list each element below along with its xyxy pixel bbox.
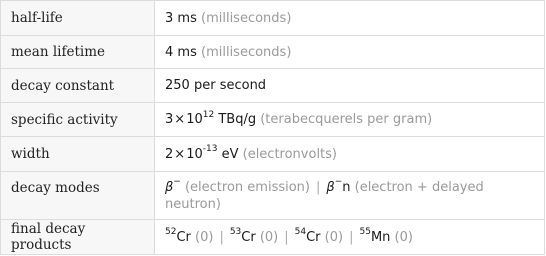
decay-constant-number: 250 xyxy=(165,78,190,93)
row-half-life xyxy=(1,1,545,36)
row-specific-activity xyxy=(1,103,545,137)
width-unit: eV xyxy=(221,146,239,162)
mean-lifetime-unit-desc: (milliseconds) xyxy=(201,44,292,60)
product-separator: | xyxy=(284,229,289,245)
value-half-life xyxy=(155,1,545,36)
specific-activity-mantissa: 3 xyxy=(165,112,174,127)
product-mass: 53 xyxy=(229,227,242,238)
decay-mode-separator: | xyxy=(316,179,321,195)
product-mass: 55 xyxy=(359,227,371,238)
width-exponent: -13 xyxy=(202,144,218,155)
product-element: Cr xyxy=(306,229,321,245)
decay-mode-1-desc: (electron emission) xyxy=(184,179,310,195)
product-separator: | xyxy=(349,229,354,245)
row-final-decay-products xyxy=(1,220,545,255)
product-item xyxy=(165,227,214,245)
product-element: Cr xyxy=(241,229,256,245)
product-mass: 52 xyxy=(165,227,177,238)
product-element: Cr xyxy=(176,229,191,245)
beta-symbol-1: β xyxy=(165,179,174,195)
width-times: × xyxy=(174,146,186,162)
product-amount: (0) xyxy=(324,229,344,245)
specific-activity-times: × xyxy=(174,112,186,127)
width-unit-desc: (electronvolts) xyxy=(242,146,338,162)
product-item xyxy=(229,227,279,245)
product-item xyxy=(294,227,344,245)
value-final-decay-products xyxy=(155,220,545,255)
label-specific-activity: specific activity xyxy=(1,103,155,137)
specific-activity-unit: TBq/g xyxy=(218,112,257,127)
row-mean-lifetime xyxy=(1,36,545,69)
half-life-unit-desc: (milliseconds) xyxy=(201,10,292,26)
label-width: width xyxy=(1,137,155,172)
product-amount: (0) xyxy=(195,229,214,245)
beta-sup-2: − xyxy=(334,177,343,188)
product-element: Mn xyxy=(370,229,391,245)
label-half-life: half-life xyxy=(1,1,155,36)
product-amount: (0) xyxy=(259,229,279,245)
value-specific-activity xyxy=(155,103,545,137)
value-mean-lifetime xyxy=(155,36,545,69)
row-decay-constant xyxy=(1,69,545,103)
value-decay-constant xyxy=(155,69,545,103)
beta-sup-1: − xyxy=(173,177,181,188)
half-life-number: 3 xyxy=(165,10,174,26)
label-mean-lifetime: mean lifetime xyxy=(1,36,155,69)
row-decay-modes xyxy=(1,172,545,220)
specific-activity-exponent: 12 xyxy=(202,109,215,120)
specific-activity-base: 10 xyxy=(186,112,203,127)
decay-mode-1 xyxy=(165,177,310,195)
width-mantissa: 2 xyxy=(165,146,174,162)
row-width xyxy=(1,137,545,172)
beta-symbol-2: β xyxy=(326,179,335,195)
half-life-unit: ms xyxy=(177,10,197,26)
decay-mode-2-desc: (electron + delayed neutron) xyxy=(165,179,484,212)
product-amount: (0) xyxy=(394,229,413,245)
label-decay-modes: decay modes xyxy=(1,172,155,220)
mean-lifetime-number: 4 xyxy=(165,44,174,60)
value-decay-modes xyxy=(155,172,545,220)
value-width xyxy=(155,137,545,172)
specific-activity-unit-desc: (terabecquerels per gram) xyxy=(260,112,433,127)
mean-lifetime-unit: ms xyxy=(177,44,197,60)
product-mass: 54 xyxy=(294,227,307,238)
label-final-decay-products: final decay products xyxy=(1,220,155,255)
product-separator: | xyxy=(219,229,224,245)
width-base: 10 xyxy=(186,146,203,162)
decay-mode-2-suffix: n xyxy=(342,179,351,195)
label-decay-constant: decay constant xyxy=(1,69,155,103)
product-item xyxy=(359,227,413,245)
decay-constant-unit: per second xyxy=(193,78,267,93)
